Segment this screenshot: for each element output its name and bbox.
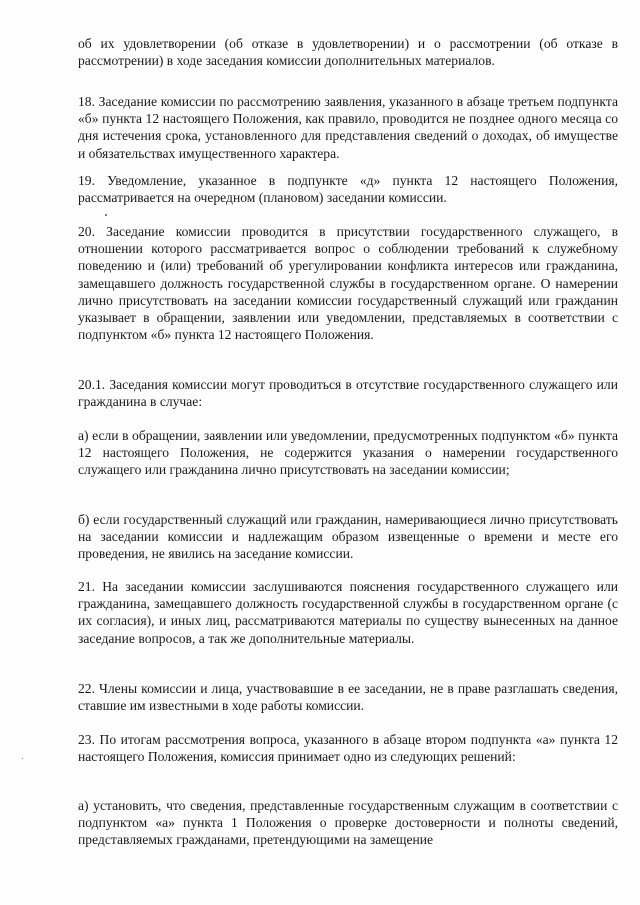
paragraph-23: 23. По итогам рассмотрения вопроса, указанного в абзаце втором подпункта «а» пункта 12 настоящего Положения, комиссия принимает одно из следующих решений: [78, 732, 618, 765]
paragraph-20: 20. Заседание комиссии проводится в присутствии государственного служащего, в отношении которого рассматривается вопрос о соблюдении требований к служебному поведению и (или) требований об урегулировании конфликта интересов или гражданина, замещавшего должность государственной службы в государственном органе. О намерении лично присутствовать на заседании комиссии государственный служащий или гражданин указывает в обращении, заявлении или уведомлении, представляемых в соответствии с подпунктом «б» пункта 12 настоящего Положения. [78, 224, 618, 343]
paragraph-20-1-a: а) если в обращении, заявлении или уведомлении, предусмотренных подпунктом «б» пункта 12 настоящего Положения, не содержится указания о намерении государственного служащего или гражданина лично присутствовать на заседании комиссии; [78, 428, 618, 478]
scan-speck [22, 758, 23, 759]
paragraph-continuation: об их удовлетворении (об отказе в удовлетворении) и о рассмотрении (об отказе в рассмотрении) в ходе заседания комиссии дополнительных материалов. [78, 36, 618, 69]
paragraph-18: 18. Заседание комиссии по рассмотрению заявления, указанного в абзаце третьем подпункта «б» пункта 12 настоящего Положения, как правило, проводится не позднее одного месяца со дня истечения срока, установленного для представления сведений о доходах, об имуществе и обязательствах имущественного характера. [78, 94, 618, 161]
paragraph-23-a: а) установить, что сведения, представленные государственным служащим в соответствии с подпунктом «а» пункта 1 Положения о проверке достоверности и полноты сведений, представляемых гражданами, претендующими на замещение [78, 798, 618, 848]
paragraph-21: 21. На заседании комиссии заслушиваются пояснения государственного служащего или гражданина, замещавшего должность государственной службы в государственном органе (с их согласия), и иных лиц, рассматриваются материалы по существу вынесенных на данное заседание вопросов, а так же дополнительные материалы. [78, 579, 618, 646]
scan-speck [105, 214, 107, 216]
paragraph-20-1-b: б) если государственный служащий или гражданин, намеривающиеся лично присутствовать на заседании комиссии и надлежащим образом извещенные о времени и месте его проведения, не явились на заседание комиссии. [78, 512, 618, 562]
paragraph-20-1: 20.1. Заседания комиссии могут проводиться в отсутствие государственного служащего или гражданина в случае: [78, 377, 618, 410]
paragraph-22: 22. Члены комиссии и лица, участвовавшие в ее заседании, не в праве разглашать сведения, ставшие им известными в ходе работы комиссии. [78, 681, 618, 714]
paragraph-19: 19. Уведомление, указанное в подпункте «д» пункта 12 настоящего Положения, рассматривается на очередном (плановом) заседании комиссии. [78, 173, 618, 206]
